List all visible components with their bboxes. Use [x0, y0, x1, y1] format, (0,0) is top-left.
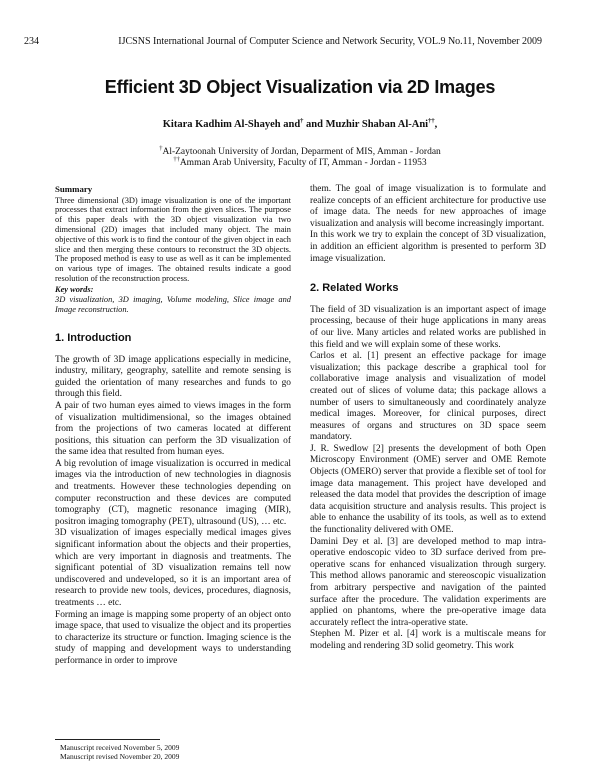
abstract-text: Three dimensional (3D) image visualization is one of the important processes that extract information from the given slices. The purpose of this paper deals with the 3D object visualization via two dimensional (2D) images that included many object. The main objective of this work is to find the contour of the given object in each slice and then merging these contours to reconstruct the 3D objects. The proposed method is easy to use as well as it can be implemented on various type of images. The obtained results indicate a good resolution of the reconstruction process. [55, 195, 291, 283]
affiliation-2 [0, 155, 600, 168]
footnote-rule [55, 739, 160, 740]
section-heading-introduction: 1. Introduction [55, 331, 132, 344]
keywords-label: Key words: [55, 284, 94, 294]
related-paragraph: Carlos et al. [1] present an effective package for image visualization; this package describe a graphical tool for collaborative image analysis and visualization of model created out of slices of volume data; this package allows a number of users to simultaneously and coordinately analyze medical images. Moreover, for clinical purposes, direct measures of organs and structures on 3D space seem mandatory. [310, 351, 546, 443]
intro-paragraph: Forming an image is mapping some property of an object onto image space, that used to visualize the object and its properties to characterize its structure or function. Imaging science is the study of mapping and development ways to understanding performance in order to improve [55, 609, 291, 666]
affiliation-1-mark: † [159, 144, 163, 152]
intro-paragraph: A big revolution of image visualization is occurred in medical images via the introduction of new technologies in diagnosis and treatments. However these technologies depending on computer reconstruction and these devices are computed tomography (CT), magnetic resonance imaging (MIR), positron imaging tomography (PET), ultrasound (US), … etc. [55, 458, 291, 527]
running-header [24, 36, 542, 50]
author-line [0, 119, 600, 130]
footnote-received: Manuscript received November 5, 2009 [60, 743, 180, 752]
affiliation-2-text: Amman Arab University, Faculty of IT, Amman - Jordan - 11953 [179, 158, 427, 168]
author-tail: , [434, 119, 438, 130]
body-paragraph: them. The goal of image visualization is to formulate and realize concepts of an efficient architecture for productive use of image data. The needs for new approaches of image visualization and analysis will become increasingly important. [310, 184, 546, 229]
left-column [55, 184, 291, 668]
body-paragraph: In this work we try to explain the concept of 3D visualization, in addition an efficient algorithm is presented to perform 3D image visualization. [310, 230, 546, 264]
page-number: 234 [24, 36, 39, 47]
author-2: and Muzhir Shaban Al-Ani [303, 119, 429, 130]
intro-paragraph: The growth of 3D image applications especially in medicine, industry, military, geography, satellite and remote sensing is guided the orientation of many researches and funds to go through this field. [55, 354, 291, 400]
author-2-mark: †† [428, 117, 435, 125]
journal-name: IJCSNS International Journal of Computer Science and Network Security, VOL.9 No.11, November 2009 [118, 36, 542, 47]
author-1: Kitara Kadhim Al-Shayeh and [162, 119, 301, 130]
abstract-heading: Summary [55, 184, 93, 194]
keywords-text: 3D visualization, 3D imaging, Volume modeling, Slice image and Image reconstruction. [55, 295, 291, 315]
right-column [310, 184, 546, 653]
footnote [60, 743, 179, 761]
related-paragraph: J. R. Swedlow [2] presents the development of both Open Microscopy Environment (OME) server and OME Remote Objects (OMERO) server that provide a flexible set of tool for image data management. This project have developed and released the data model that provides the description of image data acquisition structure and analysis results. This project is able to enhance the usability of its tools, as well as to extend the functionality delivered with OME. [310, 443, 546, 536]
affiliation-1-text: Al-Zaytoonah University of Jordan, Deparment of MIS, Amman - Jordan [162, 147, 441, 157]
related-paragraph: Stephen M. Pizer et al. [4] work is a multiscale means for modeling and rendering 3D solid geometry. This work [310, 629, 546, 651]
author-1-mark: † [300, 117, 304, 125]
intro-paragraph: A pair of two human eyes aimed to views images in the form of visualization multidimensional, so the images obtained from the projections of two cameras located at different positions, this situation can perform the 3D visualization of the same idea that resulted from human eyes. [55, 400, 291, 458]
related-paragraph: Damini Dey et al. [3] are developed method to map intra-operative endoscopic video to 3D surface derived from pre-operative scans for enhanced visualization through surgery. This method allows panoramic and stereoscopic visualization from arbitrary perspective and navigation of the painted surface after the procedure. The validation experiments are applied on phantoms, where the pre-operative image data accurately reflect the intra-operative state. [310, 536, 546, 628]
paper-title: Efficient 3D Object Visualization via 2D Images [104, 77, 496, 97]
affiliation-2-mark: †† [173, 155, 180, 163]
section-heading-related-works: 2. Related Works [310, 282, 399, 295]
related-paragraph: The field of 3D visualization is an important aspect of image processing, because of their huge applications in many areas of our live. Many articles and related works are published in this field and we will explain some of these works. [310, 304, 546, 350]
affiliation-1 [0, 144, 600, 157]
footnote-revised: Manuscript revised November 20, 2009 [60, 752, 180, 761]
intro-paragraph: 3D visualization of images especially medical images gives significant information about the objects and their properties, which are very important in diagnosis and treatments. The significant potential of 3D visualization remains tell now undiscovered and undeveloped, so it is an important area of research to provide new tools, devices, procedures, diagnosis, treatments … etc. [55, 528, 291, 609]
